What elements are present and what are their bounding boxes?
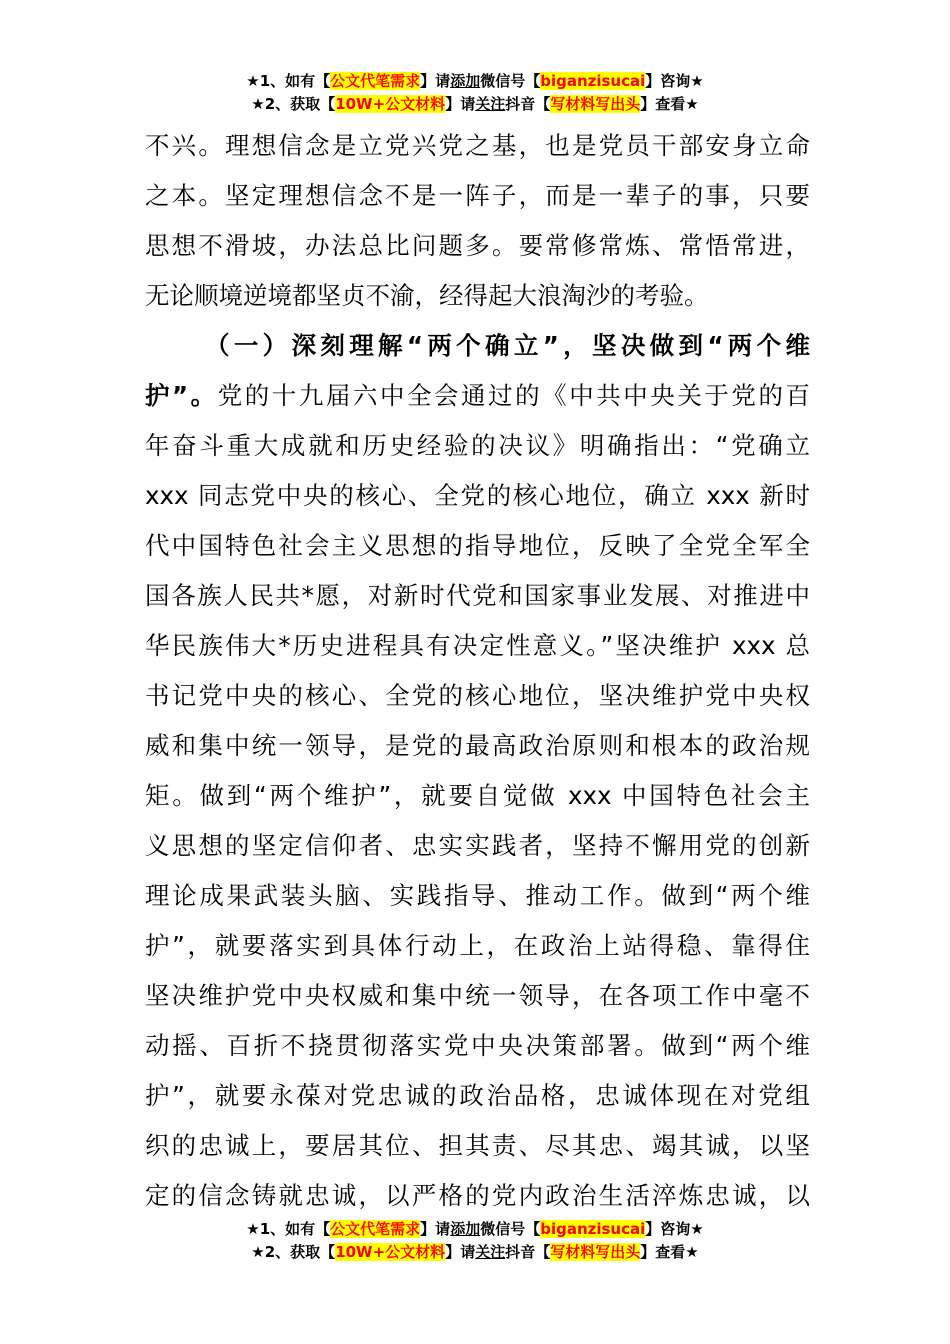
body-line: 矩。做到“两个维护”，就要自觉做 xxx 中国特色社会主 [145, 781, 810, 810]
body-line: 思想不滑坡，办法总比问题多。要常修常炼、常悟常进， [145, 231, 810, 260]
header-banner [0, 70, 950, 116]
body-line: 书记党中央的核心、全党的核心地位，坚决维护党中央权 [145, 681, 810, 710]
body-line: 护”，就要永葆对党忠诚的政治品格，忠诚体现在对党组 [145, 1081, 810, 1110]
banner-text: 】请 [420, 72, 451, 90]
body-line: 代中国特色社会主义思想的指导地位，反映了全党全军全 [145, 531, 810, 560]
body-line: 定的信念铸就忠诚，以严格的党内政治生活淬炼忠诚，以 [145, 1181, 810, 1210]
banner-text: 微信号【 [480, 1220, 541, 1238]
body-line: 无论顺境逆境都坚贞不渝，经得起大浪淘沙的考验。 [145, 281, 709, 310]
body-line-mixed [145, 371, 810, 421]
body-line: 护”，就要落实到具体行动上，在政治上站得稳、靠得住 [145, 931, 810, 960]
banner-text: 】咨询★ [645, 1220, 704, 1238]
banner-text: 】请 [445, 95, 476, 113]
body-line: 之本。坚定理想信念不是一阵子，而是一辈子的事，只要 [145, 181, 810, 210]
body-line-text: 党的十九届六中全会通过的《中共中央关于党的百 [217, 381, 810, 410]
banner-text: ★2、获取【 [251, 1243, 336, 1261]
banner-douyin-id: 写材料写出头 [550, 1243, 641, 1261]
body-line: 织的忠诚上，要居其位、担其责、尽其忠、竭其诚，以坚 [145, 1131, 810, 1160]
banner-wechat-id: biganzisucai [540, 72, 646, 90]
banner-underlined: 关注 [475, 1243, 506, 1261]
banner-underlined: 添加 [450, 1220, 481, 1238]
banner-line-1 [0, 70, 950, 93]
banner-underlined: 添加 [450, 72, 481, 90]
banner-text: ★1、如有【 [246, 1220, 331, 1238]
body-line: xxx 同志党中央的核心、全党的核心地位，确立 xxx 新时 [145, 481, 810, 510]
banner-text: 微信号【 [480, 72, 541, 90]
banner-text: 】咨询★ [645, 72, 704, 90]
body-line: 华民族伟大*历史进程具有决定性意义。”坚决维护 xxx 总 [145, 631, 810, 660]
banner-highlight: 公文代笔需求 [330, 72, 421, 90]
section-heading-end: 护”。 [145, 381, 218, 410]
banner-text: 抖音【 [505, 95, 551, 113]
banner-text: ★1、如有【 [246, 72, 331, 90]
banner-line-1 [0, 1218, 950, 1241]
banner-text: ★2、获取【 [251, 95, 336, 113]
body-line: 威和集中统一领导，是党的最高政治原则和根本的政治规 [145, 731, 810, 760]
body-line: 年奋斗重大成就和历史经验的决议》明确指出：“党确立 [145, 431, 810, 460]
body-line: 国各族人民共*愿，对新时代党和国家事业发展、对推进中 [145, 581, 810, 610]
body-line: 动摇、百折不挠贯彻落实党中央决策部署。做到“两个维 [145, 1031, 810, 1060]
banner-douyin-id: 写材料写出头 [550, 95, 641, 113]
banner-text: 】查看★ [640, 1243, 699, 1261]
body-line: 坚决维护党中央权威和集中统一领导，在各项工作中毫不 [145, 981, 810, 1010]
banner-highlight: 公文代笔需求 [330, 1220, 421, 1238]
body-line: 义思想的坚定信仰者、忠实实践者，坚持不懈用党的创新 [145, 831, 810, 860]
banner-text: 】请 [420, 1220, 451, 1238]
body-line: 不兴。理想信念是立党兴党之基，也是党员干部安身立命 [145, 131, 810, 160]
banner-highlight: 10W+公文材料 [335, 95, 446, 113]
banner-line-2 [0, 1241, 950, 1264]
section-heading: （一）深刻理解“两个确立”，坚决做到“两个维 [205, 331, 810, 360]
document-body [145, 121, 810, 1221]
body-line: 理论成果武装头脑、实践指导、推动工作。做到“两个维 [145, 881, 810, 910]
footer-banner [0, 1218, 950, 1264]
banner-text: 】查看★ [640, 95, 699, 113]
banner-line-2 [0, 93, 950, 116]
banner-underlined: 关注 [475, 95, 506, 113]
banner-highlight: 10W+公文材料 [335, 1243, 446, 1261]
banner-wechat-id: biganzisucai [540, 1220, 646, 1238]
banner-text: 】请 [445, 1243, 476, 1261]
banner-text: 抖音【 [505, 1243, 551, 1261]
